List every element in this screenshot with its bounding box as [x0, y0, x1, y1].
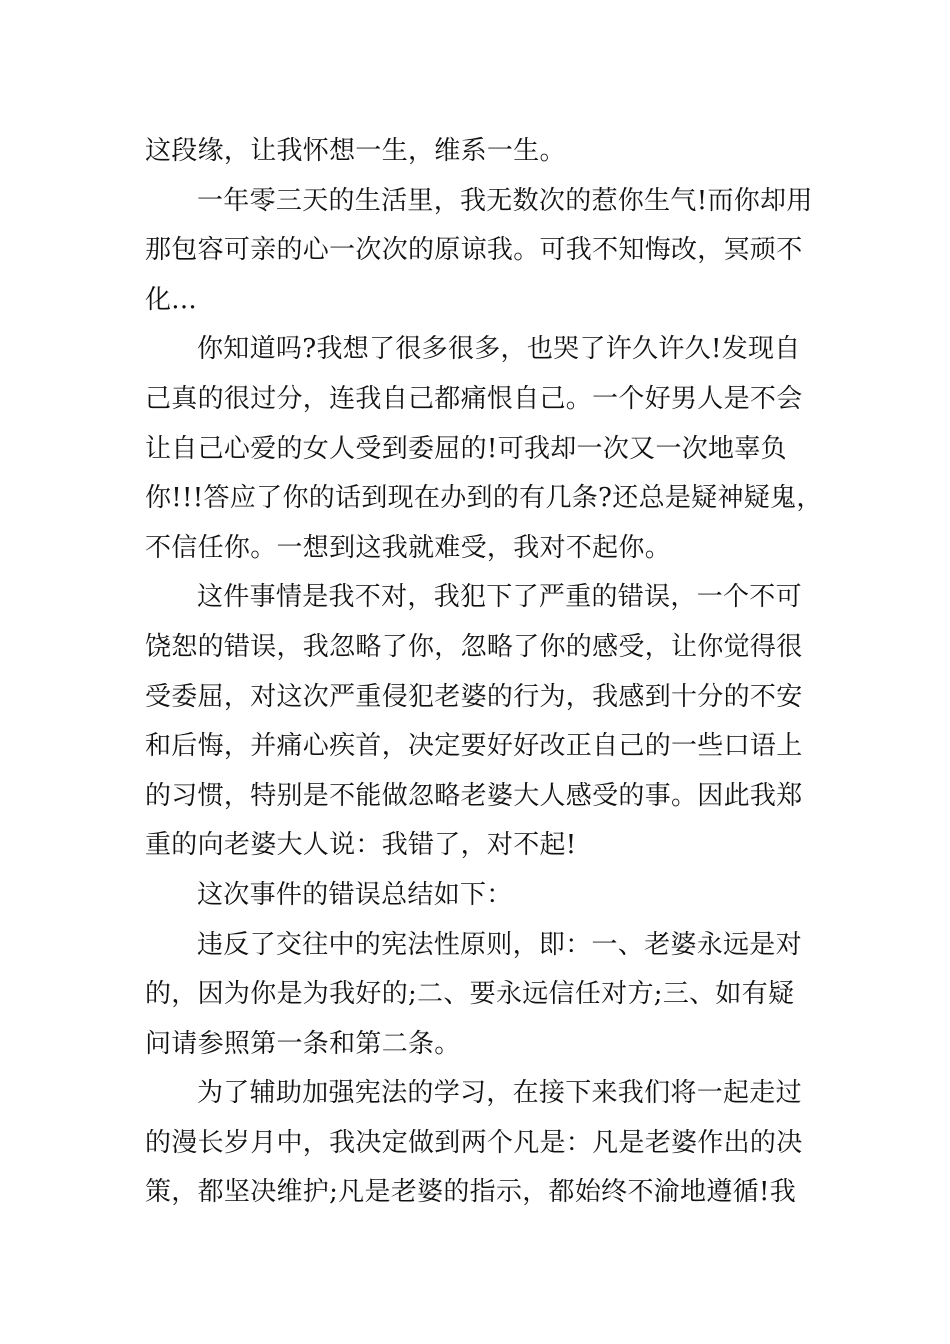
text-line: 一年零三天的生活里，我无数次的惹你生气!而你却用 — [197, 185, 813, 216]
text-line: 你知道吗?我想了很多很多，也哭了许久许久!发现自 — [197, 334, 801, 365]
text-line: 这件事情是我不对，我犯下了严重的错误，一个不可 — [197, 582, 802, 613]
text-line: 重的向老婆大人说：我错了，对不起! — [145, 830, 577, 861]
text-line: 受委屈，对这次严重侵犯老婆的行为，我感到十分的不安 — [145, 681, 803, 712]
text-line: 违反了交往中的宪法性原则，即：一、老婆永远是对 — [197, 929, 802, 960]
text-line: 的习惯，特别是不能做忽略老婆大人感受的事。因此我郑 — [145, 780, 803, 811]
text-line: 为了辅助加强宪法的学习，在接下来我们将一起走过 — [197, 1078, 802, 1109]
text-line: 和后悔，并痛心疾首，决定要好好改正自己的一些口语上 — [145, 731, 803, 762]
text-line: 的，因为你是为我好的;二、要永远信任对方;三、如有疑 — [145, 979, 795, 1010]
text-line: 问请参照第一条和第二条。 — [145, 1028, 461, 1059]
text-line: 策，都坚决维护;凡是老婆的指示，都始终不渝地遵循!我 — [145, 1177, 797, 1208]
text-line: 那包容可亲的心一次次的原谅我。可我不知悔改，冥顽不 — [145, 235, 803, 266]
text-line: 这次事件的错误总结如下： — [197, 879, 513, 910]
document-body — [145, 127, 825, 1218]
text-line: 己真的很过分，连我自己都痛恨自己。一个好男人是不会 — [145, 383, 803, 414]
text-line: 让自己心爱的女人受到委屈的!可我却一次又一次地辜负 — [145, 433, 787, 464]
text-line: 化... — [145, 284, 197, 315]
text-line: 的漫长岁月中，我决定做到两个凡是：凡是老婆作出的决 — [145, 1127, 803, 1158]
text-line: 你!!!答应了你的话到现在办到的有几条?还总是疑神疑鬼， — [145, 483, 823, 514]
text-line: 饶恕的错误，我忽略了你，忽略了你的感受，让你觉得很 — [145, 631, 803, 662]
text-line: 这段缘，让我怀想一生，维系一生。 — [145, 136, 566, 166]
text-line: 不信任你。一想到这我就难受，我对不起你。 — [145, 532, 672, 563]
